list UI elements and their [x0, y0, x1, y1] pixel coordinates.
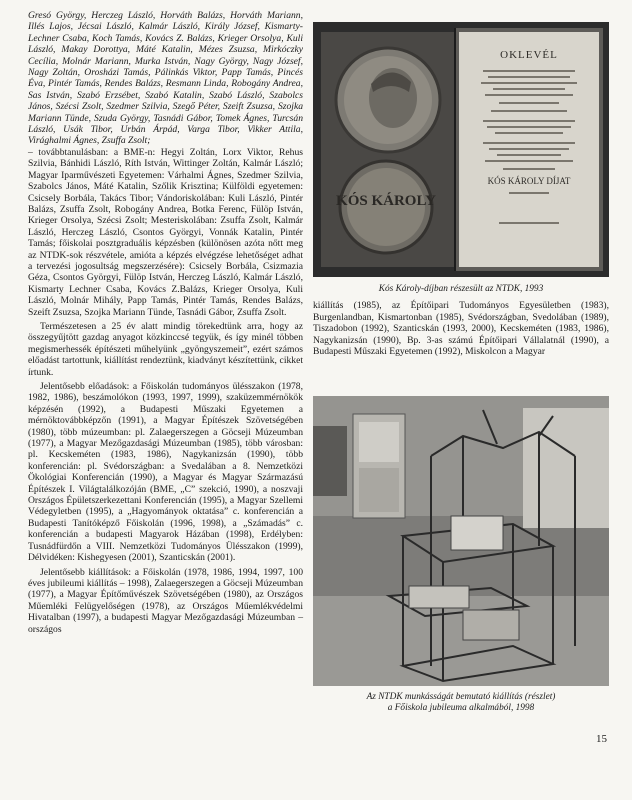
- award-certificate-photo: [313, 22, 609, 277]
- bottom-caption-line-2: a Főiskola jubileuma alkalmából, 1998: [387, 703, 535, 713]
- bottom-photo-caption: [313, 692, 609, 714]
- further-study-paragraph: – továbbtanulásban: a BME-n: Hegyi Zoltán, Lorx Viktor, Rehus Szilvia, Bánhidi László, Ríth István, Wittinger Zoltán, Kalmár László; Magyar Iparművészeti Egyetemen: Várhalmi Ágnes, Szedmer Szilvia, Szabolcs János, Máté Katalin, Szőlik Krisztina; Külföldi egyetemen: Csicsely Borbála, Takács Tibor; Vándoriskolában: Kuli László, Pintér Balázs, Zsuffa Zsolt, Robogány Andrea, Botka Ferenc, Fülöp István, Krieger Orsolya, Szécsi Zsolt; Mesteriskolában: Zsuffa Zsolt, Kalmár László, Herczeg László, Csontos Györgyi, Vonnák Katalin, Pintér Tamás; főiskolai posztgraduális képzésben (különösen azóta nőtt meg az NTDK-sok részvétele, amióta a képzés elvégzése lehetőséget adhat a tervezési jogosultság megszerzésére): Csicsely Borbála, Csizmazia Géza, Csontos Györgyi, Fülöp István, Herczeg László, Kalmár László, Kismarty Lechner Csaba, Kovács Z.Balázs, Krieger Orsolya, Kuli László, Molnár Mihály, Papp Tamás, Pintér Tamás, Rendes Balázs, Szeift Zsuzsa, Szojka Mariann Tünde, Tasnádi Gábor, Zsuffa Zsolt.: [28, 146, 303, 318]
- exhibitions-paragraph: Jelentősebb kiállítások: a Főiskolán (1978, 1986, 1994, 1997, 100 éves jubileumi kiállítás – 1998), Zalaegerszegen a Göcseji Múzeumban (1977), a Magyar Építőművészek Szövetségében (1980), az Országos Műemléki Felügyelőségen (1978), az Országos Műemlékvédelmi Hivatalban (1997), a budapesti Magyar Mezőgazdasági Múzeumban – országos: [28, 566, 303, 635]
- participant-names-paragraph: Gresó György, Herczeg László, Horváth Balázs, Horváth Mariann, Illés Lajos, Jécsai László, Kalmár László, Király József, Kismarty-Lechner Csaba, Koch Tamás, Kovács Z. Balázs, Krieger Orsolya, Kuli László, Makay Dorottya, Máté Katalin, Mézes Zsuzsa, Mirkóczky Cecília, Molnár Mariann, Murka István, Nagy György, Nagy József, Nagy Zoltán, Orosházi Tamás, Pálinkás Viktor, Papp Tamás, Pincés Éva, Pintér Tamás, Rendes Balázs, Resmann Linda, Robogány Andrea, Sas István, Szabó Erzsébet, Szabó Katalin, Szabó László, Szabolcs János, Szécsi Zsolt, Szedmer Szilvia, Szegő Péter, Szeift Zsuzsa, Szojka Mariann Tünde, Szuda György, Tasnádi Gábor, Tomek Ágnes, Turcsán László, Usák Tibor, Urbán Árpád, Varga Tibor, Vikker Attila, Virághalmi Ágnes, Zsuffa Zsolt;: [28, 10, 303, 147]
- certificate-award-name: KÓS KÁROLY DÍJAT: [487, 176, 571, 186]
- exhibition-photo: [313, 396, 609, 686]
- intro-paragraph: Természetesen a 25 év alatt mindig törekedtünk arra, hogy az összegyűjtött gazdag anyagot közkinccsé tegyük, és így minél többen megismerhessék építészeti műhelyünk „gyöngyszemeit”, ezért számos előadást tartottunk, kiállítást rendeztünk, kiadványt készítettünk, cikket írtunk.: [28, 320, 303, 378]
- medal-inscription: KÓS KÁROLY: [336, 193, 436, 209]
- left-text-column: [28, 10, 303, 635]
- certificate-title: OKLEVÉL: [500, 49, 558, 61]
- bottom-caption-line-1: Az NTDK munkásságát bemutató kiállítás (részlet): [366, 692, 556, 702]
- right-text-column: [313, 300, 609, 358]
- exhibitions-continued-paragraph: kiállítás (1985), az Építőipari Tudományos Egyesületben (1983), Burgenlandban, Kismartonban (1985), Svédországban, Svedolában (1989), Tiszadobon (1992), Szanticskán (1993, 2000), Kecskeméten (1983, 1986), Nagykanizsán (1990), Bp. 3-as számú Építőipari Vállalatnál (1990), a Budapesti Műszaki Egyetemen (1992), Miskolcon a Magyar: [313, 300, 609, 358]
- lectures-paragraph: Jelentősebb előadások: a Főiskolán tudományos ülésszakon (1978, 1982, 1986), beszámolókon (1993, 1997, 1999), szaküzemmérnökök képzésén (1992), a Budapesti Műszaki Egyetemen a mérnöktovábbképzőn (1991), a Magyar Építészek Szövetségében (1980), több múzeumban: pl. Zalaegerszegen a Göcseji Múzeumban (1977), a Magyar Mezőgazdasági Múzeumban (1985), több városban: pl. Kecskeméten (1983, 1986), Nagykanizsán (1990), több konferencián: pl. Svédországban: a Svedalában a 8. Nemzetközi Ökológiai Konferencián (1990), a Magyar és Magyar Származású Építészek I. Világtalálkozóján (BME, „C” szekció, 1990), a noszvaji Országos Épületszerkezettani Konferencián (1995), a Magyar Szellemi Védegyletben (1995), a „Hagyományok oktatása” c. konferencián a Budapesti Tanítóképző Főiskolán (1996, 1998), a „Számadás” c. konferencián a budapesti Magyarok Házában (1998), Erdélyben: Tusnádfürdőn a VIII. Nemzetközi Tudományos Ülésszakon (1999), Délvidéken: Kishegyesen (2001), Szanticskán (2001).: [28, 381, 303, 564]
- page-number: 15: [596, 733, 607, 745]
- top-photo-caption: Kós Károly-díjban részesült az NTDK, 1993: [378, 284, 544, 294]
